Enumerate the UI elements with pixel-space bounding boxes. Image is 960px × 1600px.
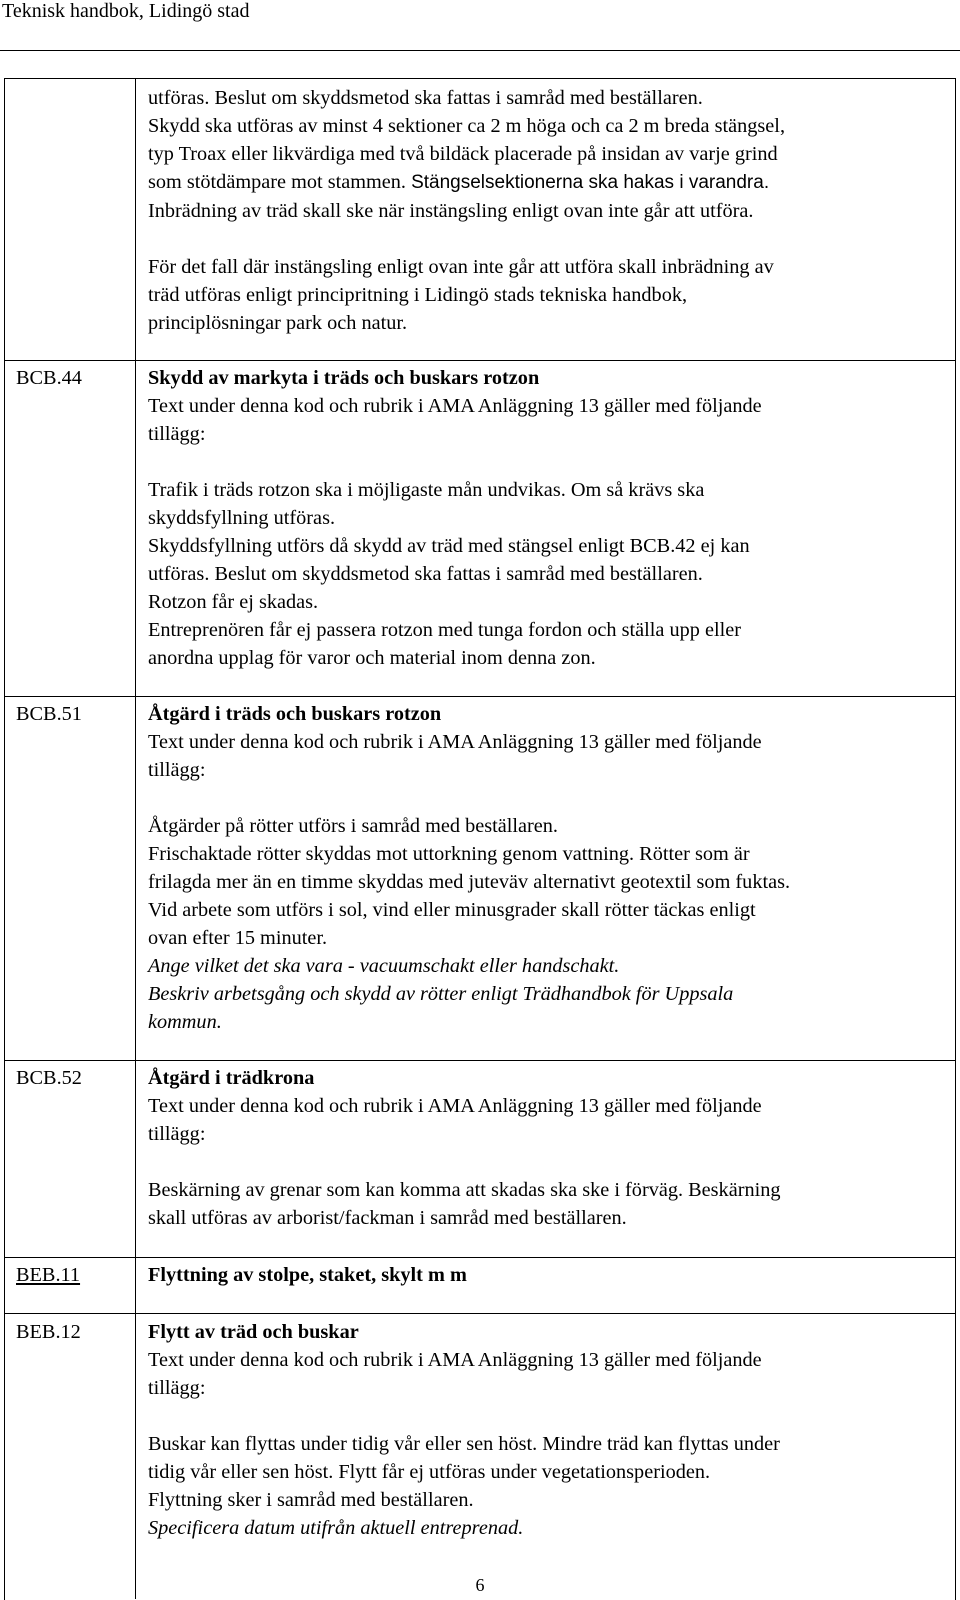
text-line: skall utföras av arborist/fackman i samråd med beställaren.: [148, 1207, 627, 1229]
text-line: principlösningar park och natur.: [148, 312, 408, 334]
page-header: [0, 0, 960, 40]
section-code: BCB.51: [16, 703, 82, 725]
text-line: Flyttning sker i samråd med beställaren.: [148, 1489, 474, 1511]
section-preamble: tillägg:: [148, 1377, 206, 1399]
text-line: Skyddsfyllning utförs då skydd av träd med stängsel enligt BCB.42 ej kan: [148, 535, 750, 557]
section-title: Flyttning av stolpe, staket, skylt m m: [148, 1264, 467, 1286]
text-line: ovan efter 15 minuter.: [148, 927, 328, 949]
text-line: Beskärning av grenar som kan komma att skadas ska ske i förväg. Beskärning: [148, 1179, 781, 1201]
text-line: Entreprenören får ej passera rotzon med tunga fordon och ställa upp eller: [148, 619, 741, 641]
text-line: Buskar kan flyttas under tidig vår eller sen höst. Mindre träd kan flyttas under: [148, 1433, 780, 1455]
text-line: För det fall där instängsling enligt ovan inte går att utföra skall inbrädning av: [148, 256, 774, 278]
text-line: Åtgärder på rötter utförs i samråd med beställaren.: [148, 815, 558, 837]
section-bcb44: [148, 364, 938, 672]
text-fragment: som stötdämpare mot stammen.: [148, 171, 412, 193]
section-beb12: [148, 1318, 938, 1542]
code-column-divider: [135, 78, 136, 1599]
section-preamble: Text under denna kod och rubrik i AMA Anläggning 13 gäller med följande: [148, 1095, 762, 1117]
section-title: Skydd av markyta i träds och buskars rotzon: [148, 367, 540, 389]
text-line: Skydd ska utföras av minst 4 sektioner ca 2 m höga och ca 2 m breda stängsel,: [148, 115, 786, 137]
intro-text: [148, 84, 938, 337]
text-line: utföras. Beslut om skyddsmetod ska fattas i samråd med beställaren.: [148, 563, 703, 585]
section-title: Åtgärd i trädkrona: [148, 1067, 315, 1089]
section-preamble: tillägg:: [148, 759, 206, 781]
text-line: Frischaktade rötter skyddas mot uttorkning genom vattning. Rötter som är: [148, 843, 750, 865]
text-line: träd utföras enligt principritning i Lidingö stads tekniska handbok,: [148, 284, 688, 306]
text-line: frilagda mer än en timme skyddas med juteväv alternativt geotextil som fuktas.: [148, 871, 791, 893]
section-preamble: Text under denna kod och rubrik i AMA Anläggning 13 gäller med följande: [148, 1349, 762, 1371]
text-fragment-sans: Stängselsektionerna ska hakas i varandra.: [411, 172, 770, 193]
section-preamble: Text under denna kod och rubrik i AMA Anläggning 13 gäller med följande: [148, 395, 762, 417]
section-title: Flytt av träd och buskar: [148, 1321, 359, 1343]
section-preamble: tillägg:: [148, 423, 206, 445]
text-line: skyddsfyllning utföras.: [148, 507, 336, 529]
section-code: BCB.52: [16, 1067, 82, 1089]
instruction-line: kommun.: [148, 1011, 222, 1033]
row-divider: [4, 360, 956, 361]
page-number: 6: [475, 1575, 485, 1595]
text-line: typ Troax eller likvärdiga med två bildäck placerade på insidan av varje grind: [148, 143, 778, 165]
text-line: Rotzon får ej skadas.: [148, 591, 319, 613]
section-preamble: tillägg:: [148, 1123, 206, 1145]
header-divider: [0, 50, 960, 51]
section-code: BEB.12: [16, 1321, 81, 1343]
section-code: BCB.44: [16, 367, 82, 389]
text-line: utföras. Beslut om skyddsmetod ska fattas i samråd med beställaren.: [148, 87, 703, 109]
section-bcb51: [148, 700, 938, 1036]
row-divider: [4, 1313, 956, 1314]
text-line: Trafik i träds rotzon ska i möjligaste mån undvikas. Om så krävs ska: [148, 479, 705, 501]
section-beb11: [148, 1261, 938, 1289]
row-divider: [4, 1060, 956, 1061]
text-line: [148, 168, 938, 197]
section-bcb52: [148, 1064, 938, 1232]
instruction-line: Beskriv arbetsgång och skydd av rötter enligt Trädhandbok för Uppsala: [148, 983, 734, 1005]
section-preamble: Text under denna kod och rubrik i AMA Anläggning 13 gäller med följande: [148, 731, 762, 753]
section-code: BEB.11: [16, 1264, 81, 1286]
text-line: tidig vår eller sen höst. Flytt får ej utföras under vegetationsperioden.: [148, 1461, 711, 1483]
document-title: Teknisk handbok, Lidingö stad: [2, 0, 250, 22]
row-divider: [4, 696, 956, 697]
instruction-line: Ange vilket det ska vara - vacuumschakt eller handschakt.: [148, 955, 620, 977]
text-line: anordna upplag för varor och material inom denna zon.: [148, 647, 596, 669]
instruction-line: Specificera datum utifrån aktuell entreprenad.: [148, 1517, 524, 1539]
section-title: Åtgärd i träds och buskars rotzon: [148, 703, 442, 725]
text-line: Inbrädning av träd skall ske när instängsling enligt ovan inte går att utföra.: [148, 200, 754, 222]
row-divider: [4, 1257, 956, 1258]
text-line: Vid arbete som utförs i sol, vind eller minusgrader skall rötter täckas enligt: [148, 899, 756, 921]
